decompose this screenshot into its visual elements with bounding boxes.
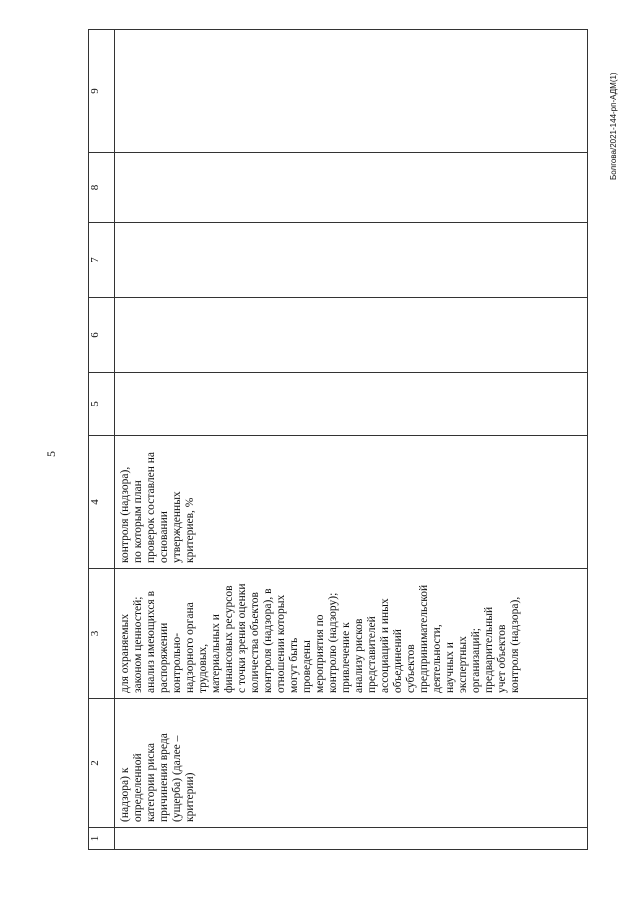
- table-stage: [88, 30, 586, 850]
- text-line: причинения вреда: [158, 733, 170, 822]
- text-line: утвержденных: [171, 491, 183, 563]
- text-line: основании: [158, 511, 170, 563]
- text-line: экспертных: [457, 636, 469, 693]
- text-line: организаций;: [470, 628, 482, 693]
- text-line: проверок составлен на: [145, 451, 157, 563]
- cell-col-3-text: [115, 569, 522, 698]
- text-line: предпринимательской: [418, 584, 430, 693]
- cell-col-2-text: [115, 699, 197, 827]
- text-line: определенной: [132, 753, 144, 822]
- cell-col-8: [115, 153, 588, 223]
- col-num-4: 4: [89, 436, 115, 569]
- col-num-7: 7: [89, 223, 115, 298]
- page-number: 5: [44, 451, 58, 457]
- text-line: критериев, %: [184, 497, 196, 563]
- text-line: учет объектов: [496, 624, 508, 693]
- text-line: категории риска: [145, 743, 157, 822]
- col-num-9: 9: [89, 30, 115, 153]
- text-line: законом ценностей;: [132, 596, 144, 693]
- table-row: [115, 30, 588, 850]
- text-line: субъектов: [405, 644, 417, 693]
- text-line: критерии): [184, 772, 196, 822]
- col-num-5: 5: [89, 373, 115, 436]
- text-line: контрольно-: [171, 632, 183, 693]
- cell-col-7: [115, 223, 588, 298]
- text-line: (ущерба) (далее –: [171, 735, 183, 822]
- text-line: могут быть: [288, 637, 300, 693]
- text-line: отношении которых: [275, 594, 287, 693]
- cell-col-5: [115, 373, 588, 436]
- text-line: предварительный: [483, 606, 495, 693]
- col-num-1: 1: [89, 828, 115, 850]
- cell-col-2: [115, 699, 588, 828]
- text-line: контроля (надзора), в: [262, 588, 274, 693]
- col-num-3: 3: [89, 569, 115, 699]
- text-line: финансовых ресурсов: [223, 585, 235, 693]
- text-line: трудовых,: [197, 643, 209, 693]
- text-line: по которым план: [132, 480, 144, 563]
- text-line: с точки зрения оценки: [236, 583, 248, 693]
- text-line: контроля (надзора),: [509, 596, 521, 693]
- text-line: количества объектов: [249, 592, 261, 693]
- cell-col-6: [115, 298, 588, 373]
- text-line: проведены: [301, 640, 313, 693]
- col-num-2: 2: [89, 699, 115, 828]
- criteria-table: [88, 29, 588, 850]
- col-num-8: 8: [89, 153, 115, 223]
- cell-col-1: [115, 828, 588, 850]
- text-line: анализу рисков: [353, 618, 365, 693]
- text-line: деятельности,: [431, 624, 443, 693]
- text-line: ассоциаций и иных: [379, 598, 391, 693]
- column-number-row: [89, 30, 115, 850]
- text-line: представителей: [366, 616, 378, 693]
- rotated-table-container: [88, 30, 586, 850]
- text-line: научных и: [444, 642, 456, 693]
- text-line: контроля (надзора),: [119, 466, 131, 563]
- text-line: материальных и: [210, 614, 222, 693]
- text-line: мероприятия по: [314, 614, 326, 693]
- cell-col-3: [115, 569, 588, 699]
- cell-col-9: [115, 30, 588, 153]
- text-line: привлечение к: [340, 622, 352, 693]
- text-line: (надзора) к: [119, 767, 131, 822]
- footer-code: Болгова/2021-144-рп-АДМ(1): [609, 72, 618, 180]
- text-line: анализ имеющихся в: [145, 590, 157, 693]
- text-line: распоряжении: [158, 622, 170, 693]
- cell-col-4-text: [115, 436, 197, 568]
- text-line: надзорного органа: [184, 602, 196, 693]
- footer-code-container: [607, 70, 621, 180]
- col-num-6: 6: [89, 298, 115, 373]
- cell-col-4: [115, 436, 588, 569]
- text-line: контролю (надзору);: [327, 592, 339, 693]
- text-line: объединений: [392, 629, 404, 693]
- text-line: для охраняемых: [119, 613, 131, 693]
